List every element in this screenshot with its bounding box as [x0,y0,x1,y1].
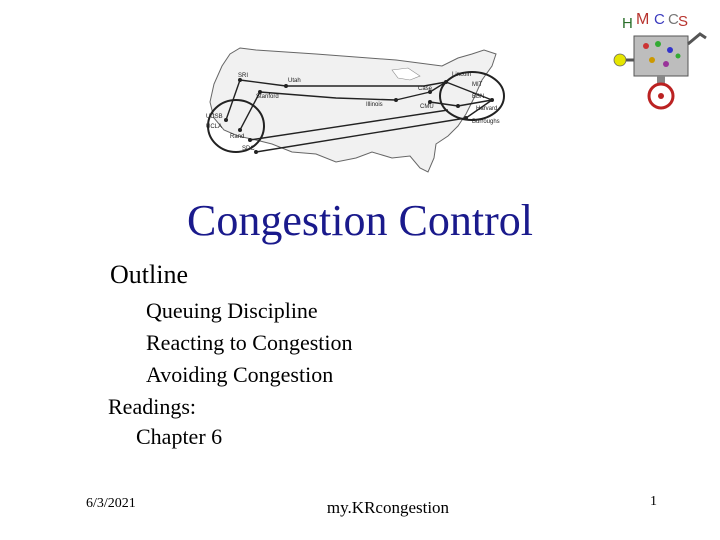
slide-title: Congestion Control [187,196,533,245]
svg-text:C: C [654,11,665,28]
readings-item-chapter: Chapter 6 [136,424,223,449]
map-node-harvard: Harvard [476,106,498,112]
map-node-ucsb: UCSB [206,114,223,120]
svg-text:H: H [622,15,633,32]
svg-text:S: S [678,13,689,30]
map-node-bbn: BBN [472,94,485,100]
map-node-ucla: UCLA [206,124,223,130]
map-node-case: Case [418,86,433,92]
map-node-lincoln: Lincoln [452,72,472,78]
footer-date: 6/3/2021 [86,496,136,511]
outline-item-avoiding-congestion: Avoiding Congestion [146,362,334,387]
map-node-burroughs: Burroughs [472,119,500,125]
slide-number: 1 [650,494,657,509]
map-node-utah: Utah [288,78,301,84]
outline-item-queuing-discipline: Queuing Discipline [146,298,318,323]
map-node-mit: MIT [472,82,483,88]
map-node-sri: SRI [238,73,249,79]
map-node-illinois: Illinois [366,102,383,108]
hmc-cs-robot-logo [608,4,716,110]
map-node-sdc: SDC [242,146,255,152]
map-node-stanford: Stanford [256,94,279,100]
outline-heading: Outline [110,260,188,289]
arpanet-map-image [196,40,526,185]
svg-text:M: M [636,11,650,28]
map-node-rand: Rand [230,134,245,140]
outline-item-reacting-to-congestion: Reacting to Congestion [146,330,353,355]
svg-text:C: C [668,11,679,28]
readings-heading: Readings: [108,394,196,419]
footer-filename: my.KRcongestion [326,498,450,517]
map-node-cmu: CMU [420,104,434,110]
